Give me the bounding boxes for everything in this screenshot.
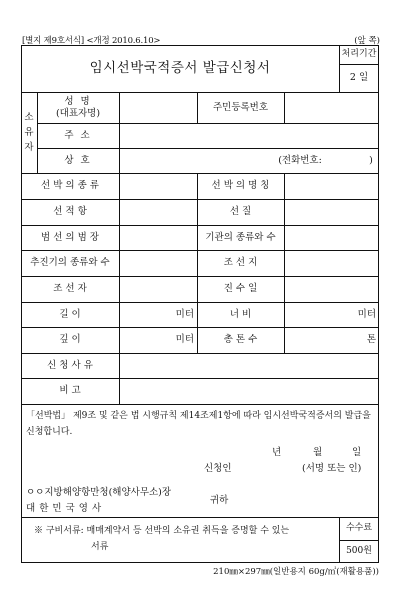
addressee-consul: 대 한 민 국 영 사 [26, 503, 102, 514]
name-sub-label: (대표자명) [55, 107, 101, 119]
addressee-office: ㅇㅇ지방해양항만청(해양사무소)장 [26, 487, 172, 498]
fee-value: 500원 [346, 545, 372, 556]
date-day: 일 [352, 447, 362, 458]
engine-type-label: 기관의 종류와 수 [205, 231, 276, 243]
breadth-label: 너 비 [229, 308, 252, 320]
ship-type-label: 선 박 의 종 류 [41, 180, 99, 192]
processing-period-value: 2 일 [349, 72, 369, 84]
honorific: 귀하 [210, 495, 229, 506]
owner-name-field[interactable] [119, 92, 197, 123]
fee-label: 수수료 [345, 522, 373, 533]
owner-group-label: 소유자 [24, 111, 34, 154]
page-side-label: (앞 쪽) [354, 36, 380, 46]
phone-label: (전화번호: [278, 154, 322, 166]
date-month: 월 [313, 447, 323, 458]
tonnage-unit: 톤 [366, 334, 376, 346]
signature-label: (서명 또는 인) [302, 463, 362, 474]
registry-port-label: 선 적 항 [53, 206, 87, 218]
form-reference: [별지 제9호서식] <개정 2010.6.10> [22, 36, 161, 46]
address-label: 주 소 [64, 129, 92, 141]
owner-name-label [37, 92, 119, 123]
propeller-label: 추진기의 종류와 수 [30, 257, 110, 269]
length-unit: 미터 [175, 308, 194, 320]
declaration-text: 「선박법」 제9조 및 같은 법 시행규칙 제14조제1항에 따라 임시선박국적증서의 발급을 신청합니다. [26, 411, 371, 437]
remarks-field[interactable] [119, 378, 379, 404]
date-year: 년 [272, 447, 282, 458]
rrn-label: 주민등록번호 [212, 101, 269, 113]
remarks-label: 비 고 [59, 385, 81, 397]
required-documents-cont: 서류 [91, 542, 109, 552]
tonnage-label: 총 톤 수 [223, 334, 258, 346]
sail-range-label: 범 선 의 범 장 [41, 231, 99, 243]
row-line [21, 404, 379, 405]
builder-label: 조 선 자 [53, 283, 87, 295]
reason-field[interactable] [119, 353, 379, 378]
shipyard-label: 조 선 지 [223, 257, 258, 269]
depth-label: 깊 이 [59, 334, 81, 346]
breadth-unit: 미터 [357, 308, 376, 320]
declaration-bottom-line [21, 517, 379, 518]
trade-name-label: 상 호 [64, 154, 92, 166]
form-title: 임시선박국적증서 발급신청서 [89, 60, 271, 77]
rrn-field[interactable] [284, 92, 379, 123]
ship-name-label: 선 박 의 명 칭 [211, 180, 270, 192]
reason-label: 신 청 사 유 [47, 359, 93, 371]
address-field[interactable] [119, 123, 379, 148]
processing-period-label: 처리기간 [341, 48, 377, 59]
phone-close: ) [369, 154, 373, 166]
name-label-text: 성 명 [64, 95, 92, 107]
applicant-label: 신청인 [204, 463, 232, 474]
depth-unit: 미터 [175, 334, 194, 346]
length-label: 길 이 [59, 308, 81, 320]
required-documents: ※ 구비서류: 매매계약서 등 선박의 소유권 취득을 증명할 수 있는 [34, 526, 290, 536]
paper-spec: 210㎜×297㎜(일반용지 60g/㎡(재활용품)) [213, 567, 379, 577]
hull-material-label: 선 질 [229, 206, 252, 218]
launch-date-label: 진 수 일 [223, 283, 258, 295]
